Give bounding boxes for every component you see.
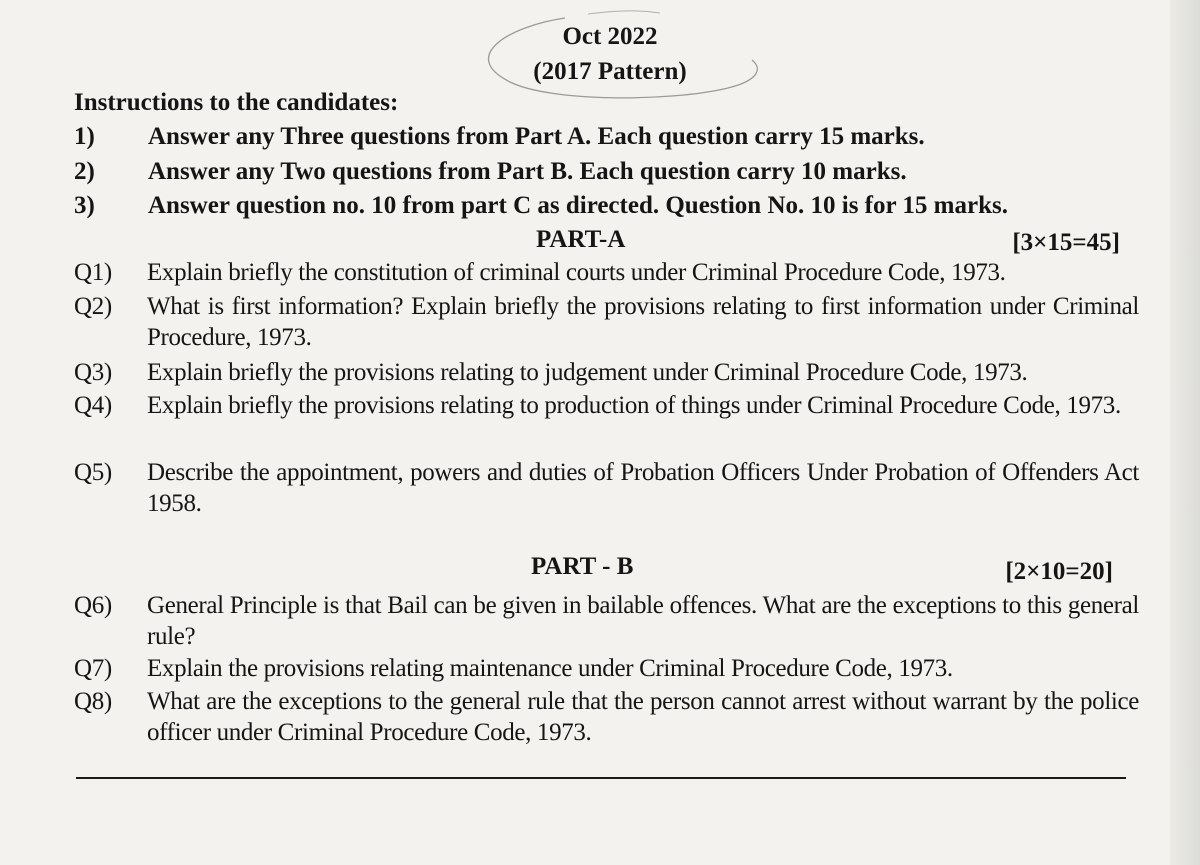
question-number: Q4) (74, 392, 112, 419)
part-b-title: PART - B (531, 553, 634, 580)
part-b-marks: [2×10=20] (1005, 558, 1113, 585)
question-number: Q7) (74, 655, 112, 682)
question-text: Describe the appointment, powers and duties of Probation Officers Under Probation of Offenders Act 1958. (147, 459, 1139, 517)
instruction-text: Answer question no. 10 from part C as directed. Question No. 10 is for 15 marks. (148, 192, 1008, 219)
question-text: Explain the provisions relating maintenance under Criminal Procedure Code, 1973. (147, 655, 953, 682)
question-text: What are the exceptions to the general rule that the person cannot arrest without warrant by the police officer under Criminal Procedure Code, 1973. (147, 688, 1139, 746)
part-a-marks: [3×15=45] (1012, 229, 1120, 256)
question-number: Q3) (74, 359, 112, 386)
page-edge-shadow (1170, 0, 1200, 865)
question-text: Explain briefly the provisions relating to judgement under Criminal Procedure Code, 1973. (147, 359, 1028, 386)
exam-pattern: (2017 Pattern) (533, 58, 687, 85)
question-number: Q1) (74, 259, 112, 286)
section-end-rule (76, 777, 1126, 779)
instruction-number: 1) (74, 123, 95, 150)
question-number: Q2) (74, 293, 112, 320)
question-text: General Principle is that Bail can be given in bailable offences. What are the exceptions to this general rule? (147, 592, 1139, 650)
part-a-title: PART-A (536, 226, 626, 253)
instructions-heading: Instructions to the candidates: (74, 89, 399, 116)
exam-header (470, 8, 760, 100)
question-number: Q8) (74, 688, 112, 715)
instruction-number: 2) (74, 158, 95, 185)
instruction-text: Answer any Three questions from Part A. Each question carry 15 marks. (148, 123, 925, 150)
question-text: Explain briefly the constitution of criminal courts under Criminal Procedure Code, 1973. (147, 259, 1006, 286)
question-text: What is first information? Explain briefly the provisions relating to first information under Criminal Procedure, 1973. (147, 293, 1139, 351)
question-number: Q6) (74, 592, 112, 619)
question-number: Q5) (74, 459, 112, 486)
question-text: Explain briefly the provisions relating to production of things under Criminal Procedure Code, 1973. (147, 392, 1121, 419)
instruction-number: 3) (74, 192, 95, 219)
exam-session: Oct 2022 (562, 23, 658, 50)
instruction-text: Answer any Two questions from Part B. Each question carry 10 marks. (148, 158, 907, 185)
